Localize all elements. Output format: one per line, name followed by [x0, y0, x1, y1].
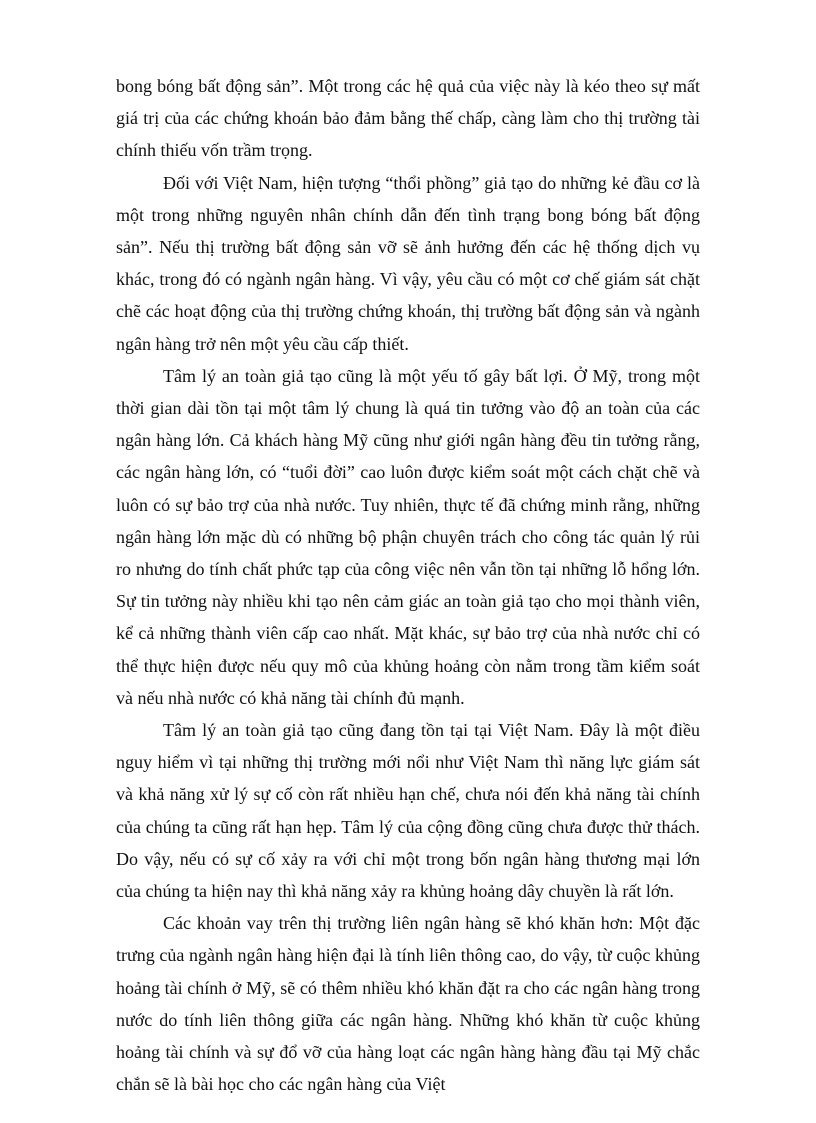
- paragraph-vietnam-speculation: Đối với Việt Nam, hiện tượng “thổi phồng” giả tạo do những kẻ đầu cơ là một trong những nguyên nhân chính dẫn đến tình trạng bong bóng bất động sản”. Nếu thị trường bất động sản vỡ sẽ ảnh hưởng đến các hệ thống dịch vụ khác, trong đó có ngành ngân hàng. Vì vậy, yêu cầu có một cơ chế giám sát chặt chẽ các hoạt động của thị trường chứng khoán, thị trường bất động sản và ngành ngân hàng trở nên một yêu cầu cấp thiết.: [116, 172, 700, 354]
- paragraph-false-safety-usa: Tâm lý an toàn giả tạo cũng là một yếu tố gây bất lợi. Ở Mỹ, trong một thời gian dài tồn tại một tâm lý chung là quá tin tưởng vào độ an toàn của các ngân hàng lớn. Cả khách hàng Mỹ cũng như giới ngân hàng đều tin tưởng rằng, các ngân hàng lớn, có “tuổi đời” cao luôn được kiểm soát một cách chặt chẽ và luôn có sự bảo trợ của nhà nước. Tuy nhiên, thực tế đã chứng minh rằng, những ngân hàng lớn mặc dù có những bộ phận chuyên trách cho công tác quản lý rủi ro nhưng do tính chất phức tạp của công việc nên vẫn tồn tại những lỗ hổng lớn. Sự tin tưởng này nhiều khi tạo nên cảm giác an toàn giả tạo cho mọi thành viên, kể cả những thành viên cấp cao nhất. Mặt khác, sự bảo trợ của nhà nước chỉ có thể thực hiện được nếu quy mô của khủng hoảng còn nằm trong tầm kiểm soát và nếu nhà nước có khả năng tài chính đủ mạnh.: [116, 365, 700, 708]
- document-page: [116, 70, 700, 1101]
- paragraph-housing-bubble-continued: bong bóng bất động sản”. Một trong các hệ quả của việc này là kéo theo sự mất giá trị của các chứng khoán bảo đảm bằng thế chấp, càng làm cho thị trường tài chính thiếu vốn trầm trọng.: [116, 76, 700, 161]
- paragraph-false-safety-vietnam: Tâm lý an toàn giả tạo cũng đang tồn tại tại Việt Nam. Đây là một điều nguy hiểm vì tại những thị trường mới nổi như Việt Nam thì năng lực giám sát và khả năng xử lý sự cố còn rất nhiều hạn chế, chưa nói đến khả năng tài chính của chúng ta cũng rất hạn hẹp. Tâm lý của cộng đồng cũng chưa được thử thách. Do vậy, nếu có sự cố xảy ra với chỉ một trong bốn ngân hàng thương mại lớn của chúng ta hiện nay thì khả năng xảy ra khủng hoảng dây chuyền là rất lớn.: [116, 720, 700, 902]
- paragraph-interbank-loans: Các khoản vay trên thị trường liên ngân hàng sẽ khó khăn hơn: Một đặc trưng của ngành ngân hàng hiện đại là tính liên thông cao, do vậy, từ cuộc khủng hoảng tài chính ở Mỹ, sẽ có thêm nhiều khó khăn đặt ra cho các ngân hàng trong nước do tính liên thông giữa các ngân hàng. Những khó khăn từ cuộc khủng hoảng tài chính và sự đổ vỡ của hàng loạt các ngân hàng hàng đầu tại Mỹ chắc chắn sẽ là bài học cho các ngân hàng của Việt: [116, 913, 700, 1095]
